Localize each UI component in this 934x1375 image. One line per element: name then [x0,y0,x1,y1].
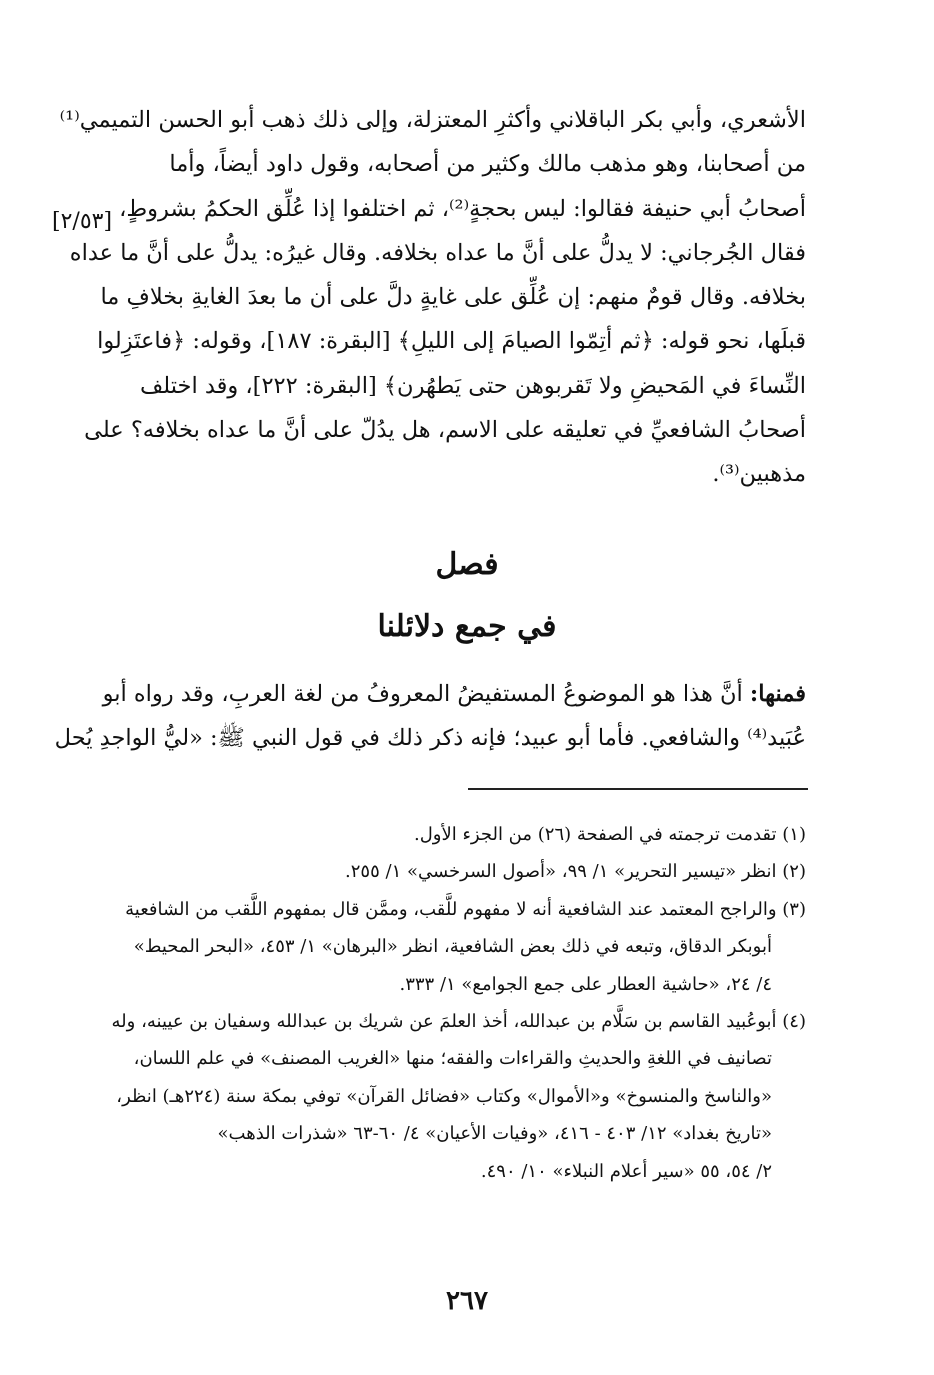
footnote-line: (٤) أبوعُبيد القاسم بن سَلَّام بن عبدالله، أخذ العلمَ عن شريك بن عبدالله وسفيان بن عيينه، وله [111,1011,806,1033]
text-line: أصحابُ الشافعيِّ في تعليقه على الاسم، هل يدُلّ على أنَّ ما عداه بخلافه؟ على [84,417,806,444]
text-line: عُبَيد⁽⁴⁾ والشافعي. فأما أبو عبيد؛ فإنه ذكر ذلك في قول النبي ﷺ: «ليُّ الواجدِ يُحل [54,725,806,751]
text-line: قبلَها، نحو قوله: ﴿ثم أتِمّوا الصيامَ إلى الليلِ﴾ [البقرة: ١٨٧]، وقوله: ﴿فاعتَزِلوا [97,328,806,355]
footnote-line: (١) تقدمت ترجمته في الصفحة (٢٦) من الجزء الأول. [413,824,806,845]
footnote-line: أبوبكر الدقاق، وتبعه في ذلك بعض الشافعية، انظر «البرهان» ١/ ٤٥٣، «البحر المحيط» [133,936,772,958]
footnote-line: ٤/ ٢٤، «حاشية العطار على جمع الجوامع» ١/ ٣٣٣. [399,973,772,995]
section-subtitle: في جمع دلائلنا [377,609,557,644]
footnote-line: «تاريخ بغداد» ١٢/ ٤٠٣ - ٤١٦، «وفيات الأعيان» ٤/ ٦٠-٦٣ «شذرات الذهب» [217,1123,772,1145]
text-line [102,672,806,716]
text-line: مذهبين⁽³⁾. [712,461,806,488]
text-line: أصحابُ أبي حنيفة فقالوا: ليس بحجةٍ⁽²⁾، ثم اختلفوا إذا عُلِّق الحكمُ بشروطٍ، [119,195,806,222]
footnote [130,816,806,853]
line-rest: أنَّ هذا هو الموضوعُ المستفيضُ المعروفُ من لغة العربِ، وقد رواه أبو [102,681,750,707]
text-line: من أصحابنا، وهو مذهب مالك وكثير من أصحابه، وقول داود أيضاً، وأما [169,151,806,178]
text-line: النِّساءَ في المَحيضِ ولا تَقربوهن حتى يَطهُرن﴾ [البقرة: ٢٢٢]، وقد اختلف [140,372,806,399]
footnote [130,853,806,890]
section-title: فصل [435,547,499,582]
footnote [125,891,806,1003]
section-paragraph [54,672,806,760]
footnote-divider [468,788,808,790]
footnote-line: (٢) انظر «تيسير التحرير» ١/ ٩٩، «أصول السرخسي» ١/ ٢٥٥. [345,861,806,883]
page-number: ٢٦٧ [446,1286,488,1316]
text-line: فقال الجُرجاني: لا يدلُّ على أنَّ ما عداه بخلافه. وقال غيرُه: يدلُّ على أنَّ ما عداه [69,239,806,266]
footnote-line: تصانيف في اللغةِ والحديثِ والقراءات والفقه؛ منها «الغريب المصنف» في علم اللسان، [133,1048,772,1070]
footnote-line: ٢/ ٥٤، ٥٥ «سير أعلام النبلاء» ١٠/ ٤٩٠. [480,1160,772,1182]
text-line: بخلافه. وقال قومٌ منهم: إن عُلِّق على غايةٍ دلَّ على أن ما بعدَ الغايةِ بخلافِ ما [100,284,806,311]
footnote-line: «والناسخ والمنسوخ» و«الأموال» وكتاب «فضائل القرآن» توفي بمكة سنة (٢٢٤هـ) انظر، [116,1085,772,1107]
lead-word: فمنها: [749,681,806,707]
text-line: الأشعري، وأبي بكر الباقلاني وأكثرِ المعتزلة، وإلى ذلك ذهب أبو الحسن التميمي⁽¹⁾ [59,107,806,133]
manuscript-page-reference: [٢/٥٣] [52,209,113,234]
footnote [111,1003,806,1190]
footnote-line: (٣) والراجح المعتمد عند الشافعية أنه لا مفهوم للَّقب، وممَّن قال بمفهوم اللَّقب من الشافعية [125,898,806,920]
footnotes [111,816,806,1190]
